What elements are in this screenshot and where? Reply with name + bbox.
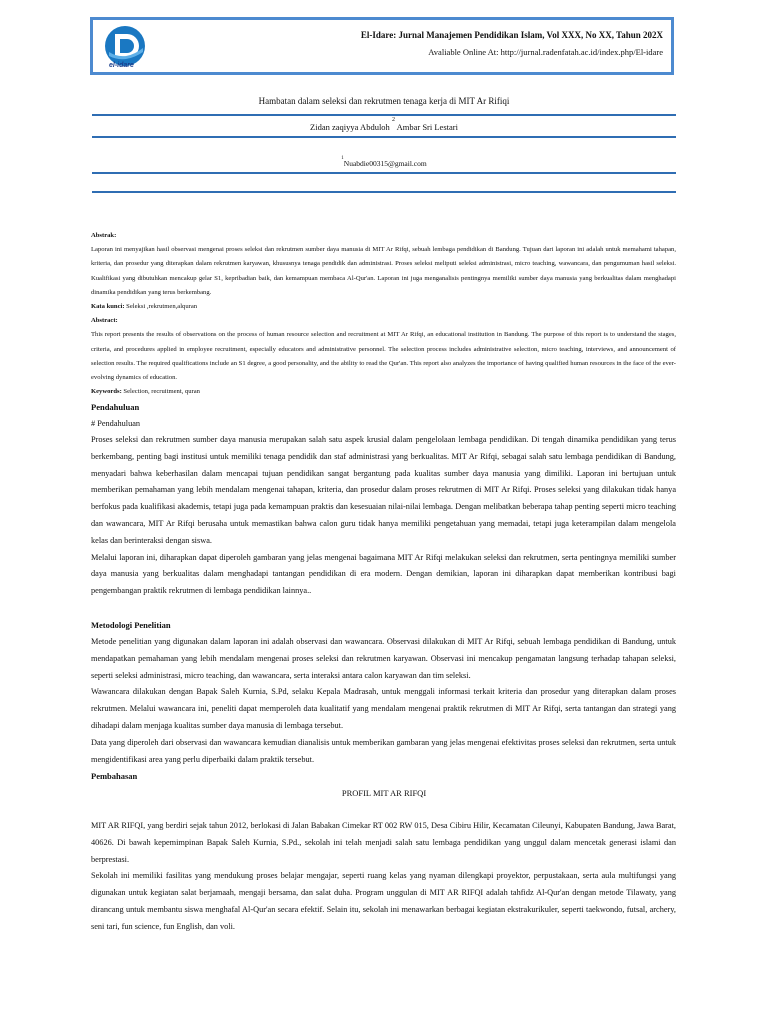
authors-line — [0, 117, 768, 132]
paragraph: Sekolah ini memiliki fasilitas yang mendukung proses belajar mengajar, seperti ruang kelas yang nyaman dilengkapi proyektor, perpustakaan, serta aula multifungsi yang digunakan untuk kegiatan salat berjamaah, mengaji bersama, dan salat duha. Program unggulan di MIT AR RIFQI adalah tahfidz Al-Qur'an dengan metode Tilawaty, yang dirancang untuk membantu siswa menghafal Al-Qur'an secara efektif. Selain itu, sekolah ini menawarkan berbagai kegiatan ekstrakurikuler, seperti taekwondo, futsal, archery, seni tari, fun science, fun English, dan voli. — [91, 871, 676, 931]
journal-title: El-Idare: Jurnal Manajemen Pendidikan Islam, Vol XXX, No XX, Tahun 202X — [360, 30, 663, 40]
abstract-label: Abstract: — [91, 317, 118, 325]
paper-title: Hambatan dalam seleksi dan rekrutmen tenaga kerja di MIT Ar Rifiqi — [258, 96, 510, 106]
subheading-profil: PROFIL MIT AR RIFQI — [341, 788, 427, 798]
abstrak-text: Laporan ini menyajikan hasil observasi mengenai proses seleksi dan rekrutmen sumber daya manusia di MIT Ar Rifqi, sebuah lembaga pendidikan di Bandung. Tujuan dari laporan ini adalah untuk memahami tahapan, kriteria, dan prosedur yang diterapkan dalam rekrutmen karyawan, khususnya tenaga pendidik dan administrasi. Proses seleksi meliputi seleksi administrasi, micro teaching, wawancara, dan pengumuman hasil seleksi. Kualifikasi yang dibutuhkan mencakup gelar S1, kepribadian baik, dan kemampuan membaca Al-Qur'an. Laporan ini juga menganalisis pentingnya memiliki sumber daya manusia yang berkualitas dalam menghadapi dinamika pendidikan yang terus berkembang. — [91, 246, 676, 296]
paragraph: Wawancara dilakukan dengan Bapak Saleh Kurnia, S.Pd, selaku Kepala Madrasah, untuk menggali informasi terkait kriteria dan prosedur yang diterapkan dalam proses rekrutmen. Melalui wawancara ini, peneliti dapat memperoleh data kualitatif yang mendalam mengenai praktik rekrutmen di MIT Ar Rifqi, serta tantangan dan strategi yang dihadapi dalam menjaga kualitas sumber daya manusia di lembaga tersebut. — [91, 687, 676, 730]
keywords-label: Keywords: — [91, 388, 122, 396]
pembahasan-body — [91, 818, 676, 936]
abstract-text: This report presents the results of observations on the process of human resource selection and recruitment at MIT Ar Rifqi, an educational institution in Bandung. The purpose of this report is to understand the stages, criteria, and procedures applied in employee recruitment, especially educators and administrative personnel. The selection process includes administrative selection, micro teaching, interviews, and announcement of selection results. The required qualifications include an S1 degree, a good personality, and the ability to read the Qur'an. This report also analyzes the importance of having qualified human resources in the face of the ever-evolving dynamics of education. — [91, 331, 676, 382]
divider — [92, 136, 676, 138]
divider — [92, 172, 676, 174]
keywords-text: Selection, recruitment, quran — [121, 388, 200, 396]
hash-pendahuluan: # Pendahuluan — [91, 419, 141, 428]
metodologi-body — [91, 634, 676, 768]
logo-text: el-idare — [109, 62, 134, 69]
paragraph: Data yang diperoleh dari observasi dan wawancara kemudian dianalisis untuk memberikan gambaran yang jelas mengenai efektivitas proses seleksi dan rekrutmen, serta untuk mengidentifikasi area yang perlu diperbaiki dalam praktik tersebut. — [91, 737, 676, 764]
email-sup: 1 — [341, 155, 344, 161]
kata-kunci — [91, 300, 676, 314]
kata-kunci-text: Seleksi ,rekrutmen,alquran — [124, 303, 198, 311]
author-2: Ambar Sri Lestari — [396, 122, 458, 132]
keywords — [91, 385, 676, 399]
kata-kunci-label: Kata kunci: — [91, 303, 125, 311]
abstrak-section — [91, 229, 676, 399]
author-email[interactable]: Nuabdie00315@gmail.com — [343, 159, 427, 168]
paragraph: MIT AR RIFQI, yang berdiri sejak tahun 2012, berlokasi di Jalan Babakan Cimekar RT 002 RW 015, Desa Cibiru Hilir, Kecamatan Cileunyi, Kabupaten Bandung, Jawa Barat, 40626. Di bawah kepemimpinan Bapak Saleh Kurnia, S.Pd., sekolah ini telah menjadi salah satu lembaga pendidikan yang unggul dalam mencetak generasi islami dan berprestasi. — [91, 821, 676, 864]
heading-pembahasan: Pembahasan — [91, 771, 138, 781]
author-sup: 2 — [391, 117, 395, 124]
abstrak-label: Abstrak: — [91, 232, 117, 239]
heading-pendahuluan: Pendahuluan — [91, 402, 140, 412]
paragraph: Melalui laporan ini, diharapkan dapat diperoleh gambaran yang jelas mengenai bagaimana MIT Ar Rifqi melakukan seleksi dan rekrutmen, serta pentingnya memiliki sumber daya manusia yang berkualitas dalam menghadapi tantangan pendidikan di era modern. Dengan demikian, laporan ini diharapkan dapat memberikan kontribusi bagi pengembangan praktik rekrutmen di lembaga pendidikan lainnya.. — [91, 552, 676, 596]
divider — [92, 114, 676, 116]
journal-header — [90, 17, 674, 75]
paragraph: Proses seleksi dan rekrutmen sumber daya manusia merupakan salah satu aspek krusial dalam pengelolaan lembaga pendidikan. Di tengah dinamika pendidikan yang terus berkembang, penting bagi institusi untuk memiliki tenaga pendidik dan staf administrasi yang berkualitas. MIT Ar Rifqi, sebagai salah satu lembaga pendidikan di Bandung, menyadari bahwa keberhasilan dalam mencapai tujuan pendidikan sangat bergantung pada kualitas sumber daya manusia yang dimiliki. Laporan ini bertujuan untuk memberikan pemahaman yang lebih mendalam mengenai tahapan, kriteria, dan prosedur dalam proses rekrutmen di MIT Ar Rifqi. Proses seleksi yang dilakukan tidak hanya berfokus pada kualifikasi akademis, tetapi juga pada kemampuan praktis dan kesesuaian nilai-nilai lembaga. Dengan melibatkan beberapa tahap penting seperti micro teaching dan wawancara, MIT Ar Rifqi berusaha untuk memastikan bahwa calon guru tidak hanya memiliki pengetahuan yang memadai, tetapi juga keterampilan dalam mengelola kelas dan berinteraksi dengan siswa. — [91, 435, 676, 545]
email-line — [0, 155, 768, 168]
journal-online-link[interactable]: Avaliable Online At: http://jurnal.radenfatah.ac.id/index.php/El-idare — [428, 47, 663, 57]
heading-metodologi: Metodologi Penelitian — [91, 620, 171, 630]
pendahuluan-body — [91, 432, 676, 600]
divider — [92, 191, 676, 193]
paragraph: Metode penelitian yang digunakan dalam laporan ini adalah observasi dan wawancara. Observasi dilakukan di MIT Ar Rifqi, sebuah lembaga pendidikan di Bandung, untuk mendapatkan pemahaman yang lebih mendalam mengenai proses seleksi dan rekrutmen karyawan. Observasi ini mencakup pengamatan langsung terhadap tahapan seleksi, seperti seleksi administrasi, micro teaching, dan wawancara, serta interaksi antara calon karyawan dan tim seleksi. — [91, 637, 676, 680]
author-1: Zidan zaqiyya Abduloh — [310, 122, 390, 132]
